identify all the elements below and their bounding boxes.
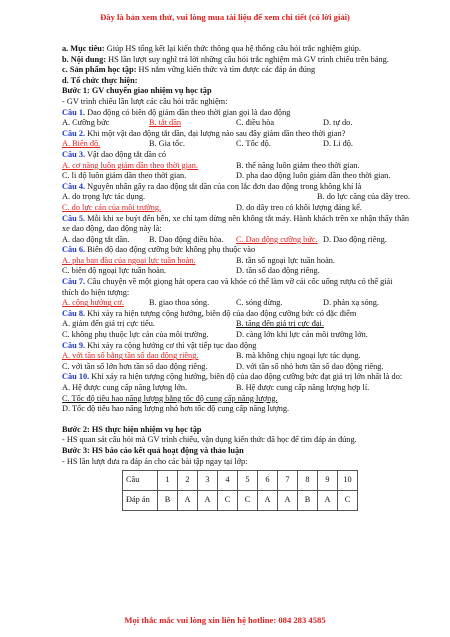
answer-table-cell-answer: C [238,491,258,511]
question-8-options-cd [62,330,410,341]
question-5 [62,214,410,235]
question-7-options [62,298,410,309]
answer-table-cell-answer: C [218,491,238,511]
question-text: Biên độ dao động cưỡng bức không phụ thuộc vào [87,245,256,255]
goal-d-label: d. Tổ chức thực hiện: [62,75,138,85]
goal-c-label: c. Sản phẩm học tập: [62,65,137,75]
question-text: Khi xảy ra hiện tượng cộng hưởng, biên độ của dao động cưỡng bức có đặc điểm [87,308,357,318]
question-text: Mỗi khi xe buýt đến bến, xe chỉ tạm dừng nên không tắt máy. Hành khách trên xe nhận thấy thân xe dao động, dao động này là: [62,213,410,234]
option-a: A. giảm đến giá trị cực tiểu. [62,319,155,329]
question-10-options-ab [62,383,410,394]
document-content [62,44,410,511]
question-label: Câu 8. [62,308,86,318]
answer-table-row-numbers [123,471,358,491]
option-b: B. do lực căng của dây treo. [317,192,410,202]
step3-title: Bước 3: HS báo cáo kết quả hoạt động và thảo luận [62,445,244,455]
question-4 [62,182,410,193]
option-c: C. li độ luôn giảm dần theo thời gian. [62,171,187,181]
question-3-options-ab [62,161,410,172]
answer-table-cell-number: 2 [178,471,198,491]
option-c: C. sóng dừng. [236,298,283,308]
question-9-options-ab [62,351,410,362]
answer-table-cell-number: 9 [318,471,338,491]
option-d: D. tự do. [323,118,353,128]
answer-table-header: Đáp án [123,491,158,511]
question-2 [62,129,410,140]
question-1 [62,108,410,119]
question-label: Câu 6. [62,245,86,255]
question-text: Câu chuyện về một giọng hát opera cao và khỏe có thể làm vỡ cái cốc uống rượu có thể giải thích do hiện tượng: [62,277,393,297]
question-text: Nguyên nhân gây ra dao động tắt dần của con lắc đơn dao động trong không khí là [87,181,362,191]
question-label: Câu 10. [62,372,90,382]
answer-table-cell-answer: A [178,491,198,511]
option-d: D. do dây treo có khối lượng đáng kể. [236,202,362,212]
question-6-options-cd [62,266,410,277]
answer-table-cell-number: 7 [278,471,298,491]
question-text: Khi xảy ra cộng hưởng cơ thì vật tiếp tục dao động [87,340,257,350]
option-d: D. pha dao động luôn giảm dần theo thời gian. [236,171,391,181]
question-text: Khi xảy ra hiện tượng cộng hưởng, biên độ của dao động cưỡng bức đạt giá trị lớn nhất là do: [91,372,403,382]
option-c: C. với tần số lớn hơn tần số dao động riêng. [62,361,208,371]
option-a-correct: A. pha ban đầu của ngoại lực tuần hoàn. [62,255,196,265]
question-5-options [62,235,410,246]
option-c-correct [62,394,410,405]
option-c: C. không phụ thuộc lực cản của môi trường. [62,330,209,340]
answer-table [122,470,358,511]
option-d: D. càng lớn khi lực cản môi trường lớn. [236,330,368,340]
option-a: A. Hệ được cung cấp năng lượng lớn. [62,383,188,392]
question-3 [62,150,410,161]
option-b: B. Dao động điều hòa. [149,234,224,244]
answer-table-cell-number: 5 [238,471,258,491]
answer-table-cell-number: 8 [298,471,318,491]
question-2-options [62,139,410,150]
question-label: Câu 2. [62,128,86,138]
answer-table-header: Câu [123,471,158,491]
question-8 [62,309,410,320]
question-text: Vật dao động tắt dần có [87,149,167,159]
answer-table-cell-answer: A [198,491,218,511]
question-label: Câu 7. [62,277,86,287]
question-text: Khi một vật dao động tắt dần, đại lượng nào sau đây giảm dần theo thời gian? [87,128,346,138]
question-6-options-ab [62,256,410,267]
step1-text: - GV trình chiếu lần lượt các câu hỏi trắc nghiệm: [62,96,228,106]
option-b: B. thế năng luôn giảm theo thời gian. [236,160,360,170]
option-c-text: C. Tốc độ tiêu hao năng lượng bằng tốc độ cung cấp năng lượng. [62,393,278,403]
option-d: D. phản xạ sóng. [323,298,379,308]
option-a: A. dao động tắt dần. [62,234,130,244]
answer-table-cell-answer: A [278,491,298,511]
answer-table-cell-number: 1 [158,471,178,491]
goal-b-text: HS lần lượt suy nghĩ trả lời những câu hỏi trắc nghiệm mà GV trình chiếu trên bảng. [108,54,389,64]
answer-table-cell-answer: A [318,491,338,511]
option-c: C. biên độ ngoại lực tuần hoàn. [62,266,167,276]
step2-text: - HS quan sát câu hỏi mà GV trình chiếu, vận dụng kiến thức đã học để tìm đáp án đúng. [62,435,357,445]
option-d: D. Li độ. [323,139,353,149]
option-b: B. tần số ngoại lực tuần hoàn. [236,255,335,265]
answer-table-cell-answer: B [298,491,318,511]
option-a-correct: A. với tần số bằng tần số dao động riêng. [62,351,199,361]
question-10 [62,372,410,383]
option-a: A. do trọng lực tác dụng. [62,192,146,202]
question-label: Câu 1. [62,107,86,117]
question-label: Câu 9. [62,340,86,350]
question-text: Dao động có biên độ giảm dần theo thời gian gọi là dao động [87,107,291,117]
option-c-correct: C. Dao động cưỡng bức. [236,234,318,244]
option-c: C. điều hòa [236,118,275,128]
question-label: Câu 3. [62,149,86,159]
answer-table-cell-answer: A [258,491,278,511]
option-c-correct: C. do lực cản của môi trường. [62,202,162,212]
step2-title: Bước 2: HS thực hiện nhiệm vụ học tập [62,424,202,434]
answer-table-cell-answer: C [338,491,358,511]
option-b: B. mà không chịu ngoại lực tác dụng. [236,351,361,361]
question-label: Câu 4. [62,181,86,191]
question-4-options-ab [62,192,410,203]
option-a-correct: A. Biên độ. [62,139,101,149]
option-d: D. với tần số nhỏ hơn tần số dao động riêng. [236,361,384,371]
question-label: Câu 5. [62,213,86,223]
preview-banner: Đây là bản xem thử, vui lòng mua tài liệu để xem chi tiết (có lời giải) [100,12,350,22]
goal-c-text: HS nắm vững kiến thức và tìm được các đáp án đúng [138,65,316,75]
answer-table-cell-number: 4 [218,471,238,491]
option-d: D. Dao động riêng. [323,234,387,244]
question-1-options [62,118,410,129]
answer-table-cell-number: 6 [258,471,278,491]
answer-table-cell-number: 3 [198,471,218,491]
option-b: B. giao thoa sóng. [149,298,210,308]
goal-b-label: b. Nội dung: [62,54,107,64]
question-8-options-ab [62,319,410,330]
option-b: B. Hệ được cung cấp năng lượng hợp lí. [236,383,370,392]
option-d: D. Tốc độ tiêu hao năng lượng nhỏ hơn tốc độ cung cấp năng lượng. [62,404,290,414]
question-9 [62,341,410,352]
goal-a-text: Giúp HS tổng kết lại kiến thức thông qua hệ thống câu hỏi trắc nghiệm giúp. [106,44,361,53]
answer-table-cell-number: 10 [338,471,358,491]
option-a-correct: A. cộng hưởng cơ. [62,298,124,308]
hotline-footer: Mọi thắc mắc vui lòng xin liên hệ hotline: 084 283 4585 [124,615,326,625]
goal-a-label: a. Mục tiêu: [62,44,105,53]
option-a: A. Cưỡng bức [62,118,110,128]
answer-table-cell-answer: B [158,491,178,511]
option-d: D. tần số dao động riêng. [236,266,320,276]
option-c: C. Tốc độ. [236,139,271,149]
question-9-options-cd [62,362,410,373]
question-7 [62,277,410,298]
answer-table-row-answers [123,491,358,511]
step3-text: - HS lần lượt đưa ra đáp án cho các bài tập ngay tại lớp: [62,456,248,466]
option-b-correct: B. tăng đến giá trị cực đại. [236,319,324,329]
step1-title: Bước 1: GV chuyển giao nhiệm vụ học tập [62,86,212,96]
option-b-correct: B. tắt dần [149,118,182,128]
option-a-correct: A. cơ năng luôn giảm dần theo thời gian. [62,160,198,170]
question-6 [62,245,410,256]
question-4-options-cd [62,203,410,214]
question-3-options-cd [62,171,410,182]
option-b: B. Gia tốc. [149,139,185,149]
